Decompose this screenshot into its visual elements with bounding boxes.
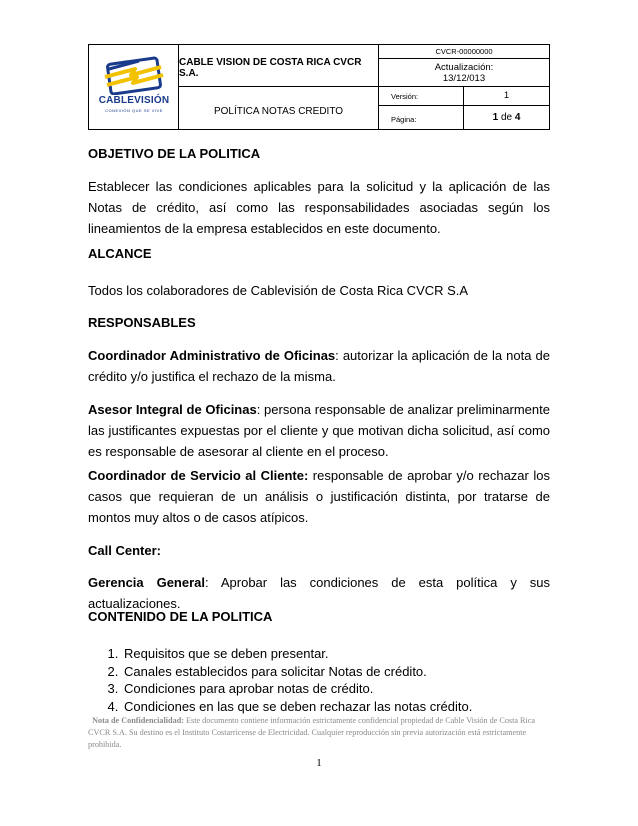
update-cell	[379, 59, 549, 87]
page-count	[464, 106, 549, 129]
logo-cell	[89, 45, 179, 129]
role-title: Gerencia General	[88, 575, 206, 590]
responsable-coordinador-administrativo	[88, 345, 550, 387]
document-header-table	[88, 44, 550, 130]
role-description: responsable de aprobar y/o rechazar los casos que requieran de un análisis o justificación distinta, por tratarse de montos muy altos o de casos atípicos.	[88, 468, 550, 525]
responsable-gerencia-general	[88, 572, 550, 614]
role-title: Asesor Integral de Oficinas	[88, 402, 257, 417]
role-title: Call Center:	[88, 543, 161, 558]
confidentiality-note	[88, 715, 558, 751]
document-title: POLÍTICA NOTAS CREDITO	[179, 87, 379, 129]
list-item: 1. Requisitos que se deben presentar.	[122, 645, 542, 663]
list-item: 4. Condiciones en las que se deben rechazar las notas crédito.	[122, 698, 542, 716]
responsable-asesor-integral	[88, 399, 550, 462]
page-label: Página:	[379, 106, 464, 129]
alcance-text: Todos los colaboradores de Cablevisión de Costa Rica CVCR S.A	[88, 283, 469, 298]
responsable-call-center	[88, 540, 550, 561]
confidentiality-label: Nota de Confidencialidad:	[92, 716, 184, 725]
update-date: 13/12/013	[442, 73, 486, 84]
confidentiality-text: Este documento contiene información estrictamente confidencial propiedad de Cable Visión de Costa Rica CVCR S.A. Su destino es el Instituto Costarricense de Electricidad. Cualquier reproducción sin previa autorización está estrictamente prohibida.	[88, 716, 536, 749]
company-name: CABLE VISION DE COSTA RICA CVCR S.A.	[179, 45, 379, 87]
cablevision-logo	[95, 55, 173, 121]
page-total: 4	[514, 112, 521, 123]
list-item: 2. Canales establecidos para solicitar Notas de crédito.	[122, 663, 542, 681]
role-description: : Aprobar las condiciones de esta política y sus actualizaciones.	[88, 575, 551, 611]
contenido-heading: CONTENIDO DE LA POLITICA	[88, 609, 273, 624]
logo-mark-icon	[95, 55, 173, 95]
page-separator: de	[500, 112, 513, 123]
alcance-heading: ALCANCE	[88, 246, 152, 261]
objetivo-heading: OBJETIVO DE LA POLITICA	[88, 146, 261, 161]
contenido-list	[88, 645, 542, 715]
update-label: Actualización:	[434, 62, 494, 73]
role-title: Coordinador de Servicio al Cliente:	[88, 468, 309, 483]
page-number: 1	[316, 757, 322, 769]
role-description: : autorizar la aplicación de la nota de crédito y/o justifica el rechazo de la misma.	[88, 348, 550, 384]
logo-tagline: CONEXIÓN QUE SE VIVE	[105, 108, 163, 113]
list-item: 3. Condiciones para aprobar notas de crédito.	[122, 680, 542, 698]
responsable-coordinador-servicio	[88, 465, 550, 528]
logo-wordmark: CABLEVISIÓN	[98, 95, 170, 106]
version-value: 1	[464, 87, 549, 106]
version-label: Versión:	[379, 87, 464, 106]
role-description: : persona responsable de analizar preliminarmente las justificantes expuestas por el cliente y que motivan dicha solicitud, así como es responsable de asesorar al cliente en el proceso.	[88, 402, 550, 459]
document-code: CVCR-00000000	[379, 45, 549, 59]
responsables-heading: RESPONSABLES	[88, 315, 196, 330]
role-title: Coordinador Administrativo de Oficinas	[88, 348, 336, 363]
page-current: 1	[492, 112, 499, 123]
objetivo-text: Establecer las condiciones aplicables para la solicitud y la aplicación de las Notas de crédito, así como las responsabilidades asociadas según los lineamientos de la empresa establecidos en este documento.	[88, 179, 550, 236]
